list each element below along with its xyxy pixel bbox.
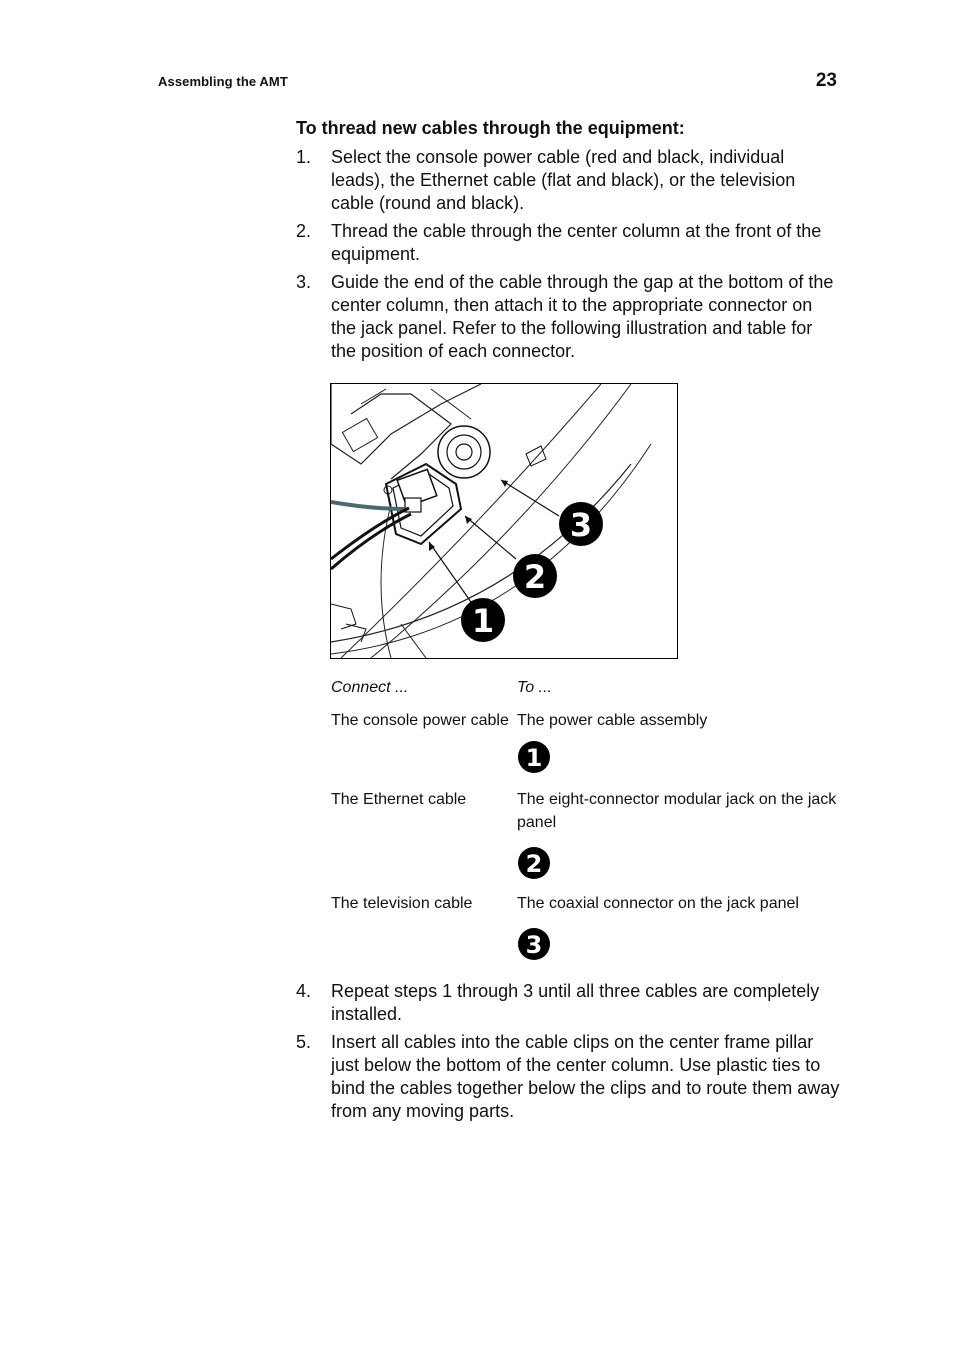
procedure-section <box>296 118 841 368</box>
procedure-heading: To thread new cables through the equipment: <box>296 118 685 138</box>
callout-3-label: 3 <box>525 931 543 959</box>
step-text: Thread the cable through the center column at the front of the equipment. <box>331 221 822 264</box>
step-number: 1. <box>296 147 312 167</box>
callout-1-icon <box>517 740 551 774</box>
table-row <box>331 788 847 892</box>
jack-panel-illustration <box>330 383 678 659</box>
callout-3-label: 3 <box>569 506 593 544</box>
callout-2-label: 2 <box>525 850 543 878</box>
connect-cell: The Ethernet cable <box>331 791 467 808</box>
table-header-row <box>331 676 847 709</box>
connection-table <box>331 676 847 961</box>
callout-2-icon <box>517 846 551 880</box>
step-text: Guide the end of the cable through the gap at the bottom of the center column, then attach it to the appropriate connector on the jack panel. Refer to the following illustration and table for the position of each connector. <box>331 272 834 361</box>
column-header-connect: Connect ... <box>331 679 409 696</box>
step-number: 3. <box>296 272 312 292</box>
callout-2-icon <box>513 554 557 598</box>
connect-cell: The console power cable <box>331 712 509 729</box>
step-text: Insert all cables into the cable clips on the center frame pillar just below the bottom of the center column. Use plastic ties to bind the cables together below the clips and to route them away from any moving parts. <box>331 1032 840 1121</box>
jack-panel-drawing <box>331 384 677 658</box>
step-item <box>296 1031 841 1123</box>
callout-1-icon <box>461 598 505 642</box>
step-item <box>296 271 841 363</box>
callout-1-label: 1 <box>525 744 543 772</box>
callout-2-label: 2 <box>523 558 547 596</box>
step-text: Repeat steps 1 through 3 until all three cables are completely installed. <box>331 981 820 1024</box>
step-text: Select the console power cable (red and black, individual leads), the Ethernet cable (flat and black), or the television cable (round and black). <box>331 147 796 213</box>
step-item <box>296 146 841 215</box>
table-row <box>331 892 847 961</box>
step-number: 2. <box>296 221 312 241</box>
callout-3-icon <box>517 927 551 961</box>
to-cell: The power cable assembly <box>517 712 708 729</box>
procedure-continued <box>296 980 841 1128</box>
callout-1-label: 1 <box>471 602 495 640</box>
column-header-to: To ... <box>517 679 552 696</box>
step-number: 5. <box>296 1032 312 1052</box>
steps-list <box>296 146 841 363</box>
to-cell: The coaxial connector on the jack panel <box>517 895 799 912</box>
to-cell: The eight-connector modular jack on the jack panel <box>517 791 837 831</box>
steps-list <box>296 980 841 1123</box>
step-item <box>296 220 841 266</box>
step-number: 4. <box>296 981 312 1001</box>
table-row <box>331 709 847 788</box>
step-item <box>296 980 841 1026</box>
page-number: 23 <box>815 70 837 91</box>
callout-3-icon <box>559 502 603 546</box>
running-header-title: Assembling the AMT <box>158 74 288 89</box>
connect-cell: The television cable <box>331 895 473 912</box>
